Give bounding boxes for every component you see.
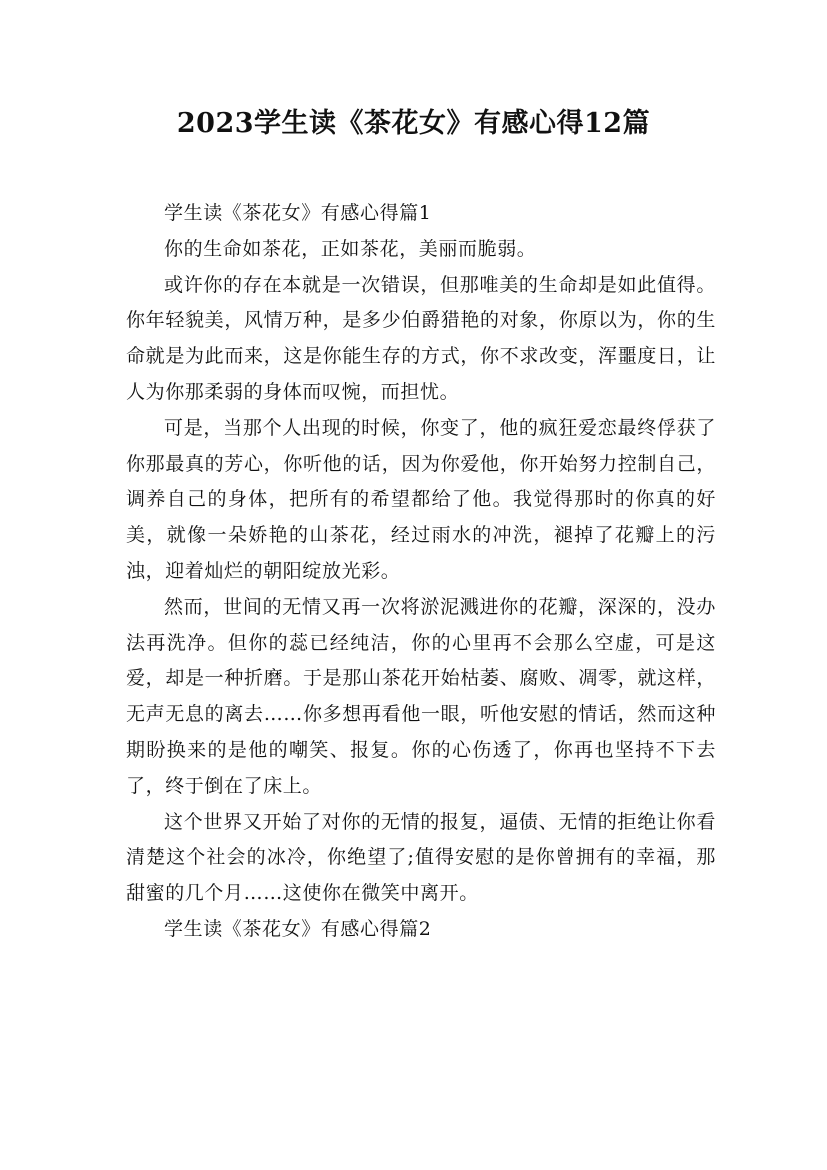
- paragraph: 或许你的存在本就是一次错误，但那唯美的生命却是如此值得。你年轻貌美，风情万种，是多少伯爵猎艳的对象，你原以为，你的生命就是为此而来，这是你能生存的方式，你不求改变，浑噩度日，让人为你那柔弱的身体而叹惋，而担忧。: [126, 273, 716, 403]
- section-heading: 学生读《茶花女》有感心得篇2: [164, 917, 432, 940]
- paragraph: 然而，世间的无情又再一次将淤泥溅进你的花瓣，深深的，没办法再洗净。但你的蕊已经纯洁，你的心里再不会那么空虚，可是这爱，却是一种折磨。于是那山茶花开始枯萎、腐败、凋零，就这样，无声无息的离去……你多想再看他一眼，听他安慰的情话，然而这种期盼换来的是他的嘲笑、报复。你的心伤透了，你再也坚持不下去了，终于倒在了床上。: [126, 595, 716, 797]
- section-heading: 学生读《茶花女》有感心得篇1: [164, 202, 432, 224]
- document-body: [126, 196, 716, 948]
- paragraph: 可是，当那个人出现的时候，你变了，他的疯狂爱恋最终俘获了你那最真的芳心，你听他的话，因为你爱他，你开始努力控制自己，调养自己的身体，把所有的希望都给了他。我觉得那时的你真的好美，就像一朵娇艳的山茶花，经过雨水的冲洗，褪掉了花瓣上的污浊，迎着灿烂的朝阳绽放光彩。: [126, 416, 716, 582]
- document-title: 2023学生读《茶花女》有感心得12篇: [176, 108, 651, 139]
- paragraph: 这个世界又开始了对你的无情的报复，逼债、无情的拒绝让你看清楚这个社会的冰冷，你绝望了;值得安慰的是你曾拥有的幸福，那甜蜜的几个月……这使你在微笑中离开。: [126, 810, 716, 905]
- paragraph: 你的生命如茶花，正如茶花，美丽而脆弱。: [164, 237, 537, 260]
